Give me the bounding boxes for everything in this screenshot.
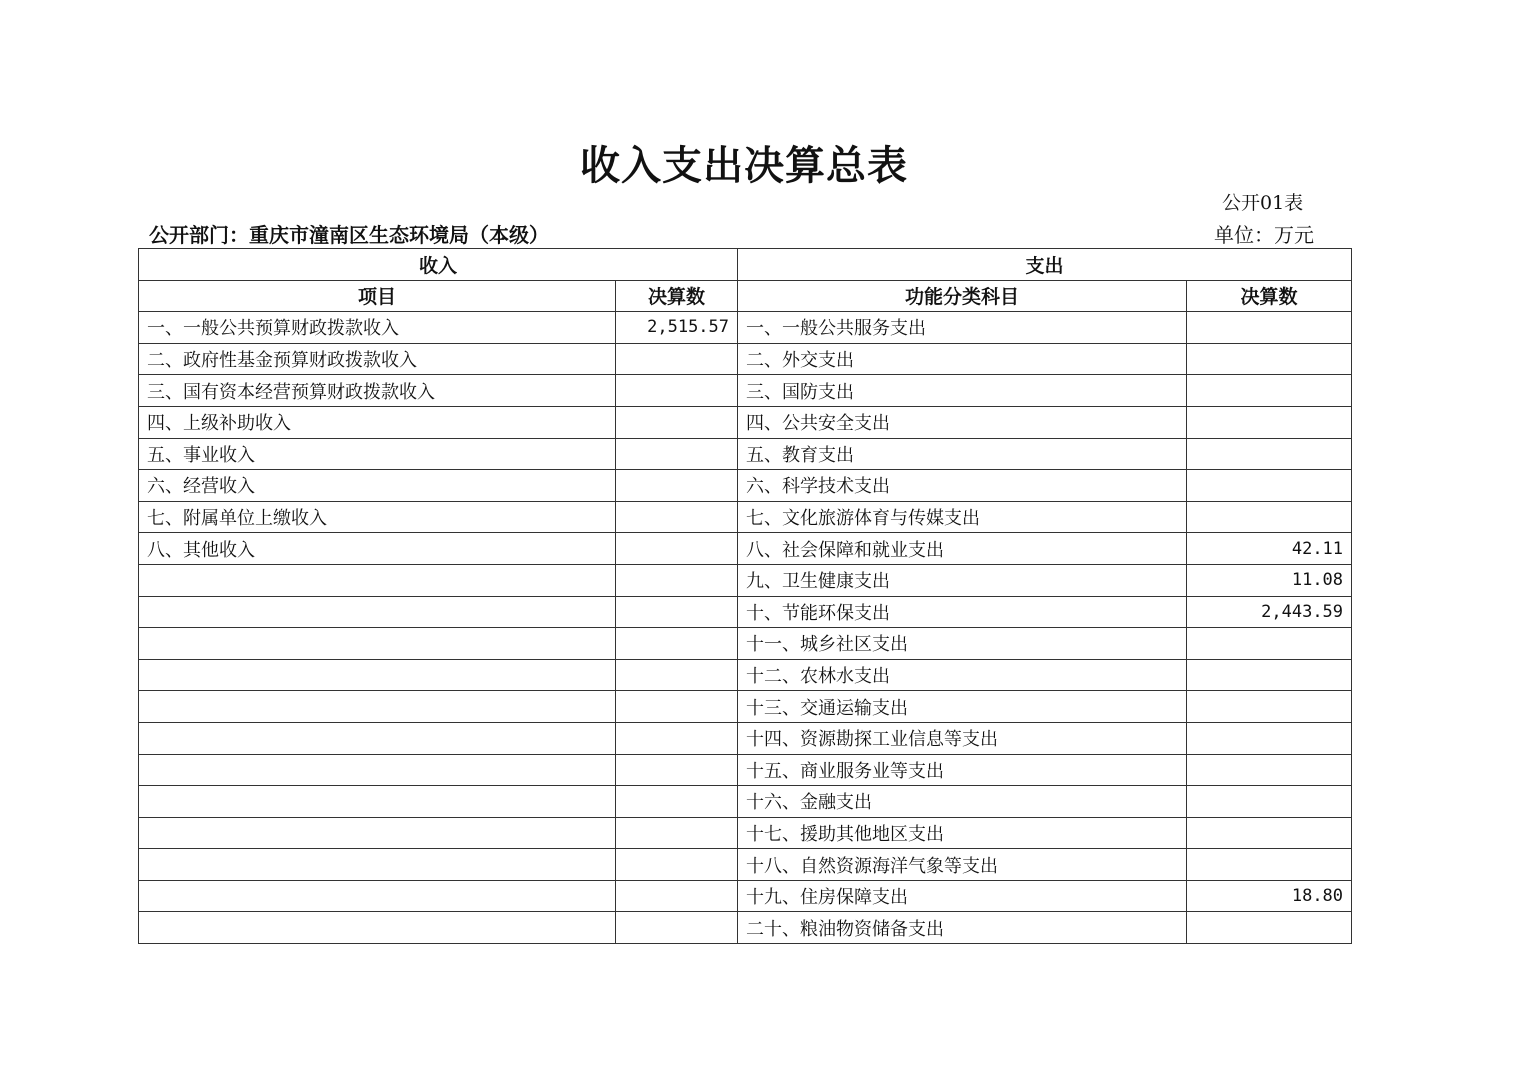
income-amount-cell [616, 754, 738, 786]
expense-amount-cell [1187, 343, 1352, 375]
income-amount-cell [616, 817, 738, 849]
income-item-cell: 三、国有资本经营预算财政拨款收入 [139, 375, 616, 407]
income-item-cell [139, 880, 616, 912]
income-amount-cell: 2,515.57 [616, 312, 738, 344]
table-row [139, 786, 1352, 818]
expense-amount-cell [1187, 912, 1352, 944]
income-amount-cell [616, 343, 738, 375]
expense-amount-cell [1187, 628, 1352, 660]
expense-item-cell: 十九、住房保障支出 [738, 880, 1187, 912]
income-item-cell [139, 849, 616, 881]
table-row [139, 501, 1352, 533]
income-amount-cell [616, 659, 738, 691]
column-header-row [139, 280, 1352, 312]
section-header-row [139, 249, 1352, 281]
unit-label: 单位：万元 [1214, 223, 1314, 247]
expense-amount-cell [1187, 312, 1352, 344]
income-item-cell: 一、一般公共预算财政拨款收入 [139, 312, 616, 344]
expense-item-cell: 十五、商业服务业等支出 [738, 754, 1187, 786]
table-row [139, 533, 1352, 565]
income-item-cell: 六、经营收入 [139, 470, 616, 502]
income-item-cell [139, 754, 616, 786]
table-row [139, 596, 1352, 628]
income-amount-cell [616, 849, 738, 881]
table-row [139, 312, 1352, 344]
expense-amount-cell [1187, 406, 1352, 438]
income-amount-cell [616, 722, 738, 754]
table-row [139, 880, 1352, 912]
expense-item-cell: 二、外交支出 [738, 343, 1187, 375]
expense-amount-cell [1187, 849, 1352, 881]
expense-item-cell: 十八、自然资源海洋气象等支出 [738, 849, 1187, 881]
expense-amount-header: 决算数 [1187, 280, 1352, 312]
expense-section-header: 支出 [738, 249, 1352, 281]
expense-item-cell: 六、科学技术支出 [738, 470, 1187, 502]
income-item-cell [139, 596, 616, 628]
expense-item-cell: 一、一般公共服务支出 [738, 312, 1187, 344]
page-title: 收入支出决算总表 [580, 142, 908, 189]
income-item-cell: 四、上级补助收入 [139, 406, 616, 438]
expense-item-cell: 三、国防支出 [738, 375, 1187, 407]
income-item-cell: 二、政府性基金预算财政拨款收入 [139, 343, 616, 375]
department-label: 公开部门：重庆市潼南区生态环境局（本级） [149, 223, 549, 247]
expense-amount-cell [1187, 501, 1352, 533]
income-item-cell: 五、事业收入 [139, 438, 616, 470]
expense-item-cell: 十三、交通运输支出 [738, 691, 1187, 723]
income-item-cell: 八、其他收入 [139, 533, 616, 565]
income-amount-cell [616, 786, 738, 818]
income-amount-cell [616, 912, 738, 944]
table-row [139, 849, 1352, 881]
expense-item-cell: 四、公共安全支出 [738, 406, 1187, 438]
expense-amount-cell [1187, 470, 1352, 502]
expense-amount-cell [1187, 754, 1352, 786]
expense-item-cell: 十、节能环保支出 [738, 596, 1187, 628]
expense-amount-cell [1187, 438, 1352, 470]
expense-item-cell: 十一、城乡社区支出 [738, 628, 1187, 660]
income-amount-cell [616, 691, 738, 723]
form-number: 公开01表 [1222, 192, 1304, 214]
income-section-header: 收入 [139, 249, 738, 281]
income-amount-header: 决算数 [616, 280, 738, 312]
income-amount-cell [616, 564, 738, 596]
income-item-header: 项目 [139, 280, 616, 312]
expense-amount-cell [1187, 786, 1352, 818]
income-item-cell [139, 628, 616, 660]
expense-amount-cell [1187, 817, 1352, 849]
income-amount-cell [616, 406, 738, 438]
income-item-cell [139, 786, 616, 818]
table-row [139, 912, 1352, 944]
table-row [139, 438, 1352, 470]
table-row [139, 722, 1352, 754]
table-row [139, 375, 1352, 407]
expense-item-cell: 八、社会保障和就业支出 [738, 533, 1187, 565]
income-amount-cell [616, 628, 738, 660]
income-amount-cell [616, 880, 738, 912]
table-row [139, 470, 1352, 502]
income-item-cell [139, 722, 616, 754]
income-amount-cell [616, 596, 738, 628]
table-row [139, 754, 1352, 786]
expense-item-cell: 二十、粮油物资储备支出 [738, 912, 1187, 944]
function-category-header: 功能分类科目 [738, 280, 1187, 312]
expense-amount-cell: 18.80 [1187, 880, 1352, 912]
income-amount-cell [616, 375, 738, 407]
expense-amount-cell: 42.11 [1187, 533, 1352, 565]
expense-item-cell: 七、文化旅游体育与传媒支出 [738, 501, 1187, 533]
income-amount-cell [616, 533, 738, 565]
expense-amount-cell [1187, 691, 1352, 723]
income-amount-cell [616, 438, 738, 470]
income-item-cell [139, 912, 616, 944]
income-item-cell [139, 564, 616, 596]
table-row [139, 659, 1352, 691]
table-row [139, 564, 1352, 596]
expense-amount-cell: 11.08 [1187, 564, 1352, 596]
expense-amount-cell [1187, 722, 1352, 754]
expense-item-cell: 九、卫生健康支出 [738, 564, 1187, 596]
table-row [139, 817, 1352, 849]
expense-item-cell: 十四、资源勘探工业信息等支出 [738, 722, 1187, 754]
expense-amount-cell [1187, 375, 1352, 407]
table-row [139, 628, 1352, 660]
table-body [139, 312, 1352, 944]
table-row [139, 406, 1352, 438]
income-item-cell [139, 691, 616, 723]
expense-item-cell: 十六、金融支出 [738, 786, 1187, 818]
expense-item-cell: 十七、援助其他地区支出 [738, 817, 1187, 849]
income-amount-cell [616, 501, 738, 533]
income-item-cell [139, 817, 616, 849]
table-row [139, 343, 1352, 375]
expense-item-cell: 十二、农林水支出 [738, 659, 1187, 691]
income-amount-cell [616, 470, 738, 502]
income-item-cell [139, 659, 616, 691]
expense-amount-cell: 2,443.59 [1187, 596, 1352, 628]
expense-item-cell: 五、教育支出 [738, 438, 1187, 470]
table-row [139, 691, 1352, 723]
expense-amount-cell [1187, 659, 1352, 691]
income-item-cell: 七、附属单位上缴收入 [139, 501, 616, 533]
income-expense-table [138, 248, 1352, 944]
